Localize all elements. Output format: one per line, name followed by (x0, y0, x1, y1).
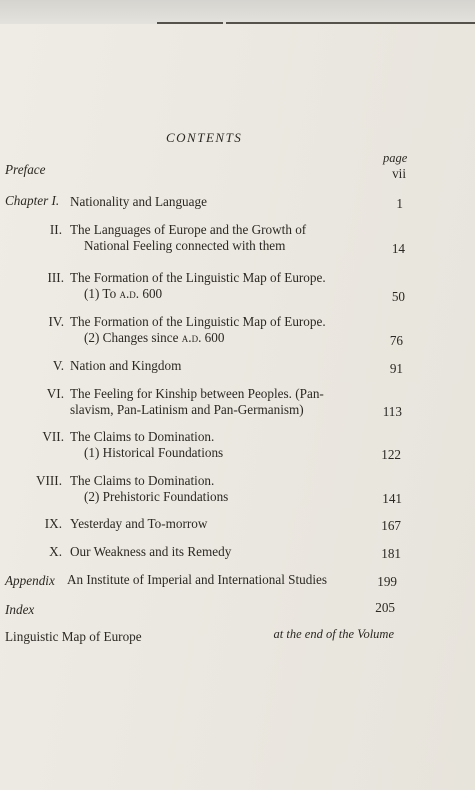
entry-label: Preface (5, 162, 46, 177)
entry-label: VI. (46, 386, 64, 401)
entry-page: 113 (382, 404, 402, 419)
entry-page: vii (392, 166, 406, 181)
entry-label: VII. (42, 429, 64, 444)
contents-heading: CONTENTS (166, 130, 243, 145)
entry-page: 205 (375, 600, 395, 615)
entry-title-line2: (1) Historical Foundations (84, 445, 224, 460)
entry-page: 76 (389, 333, 403, 348)
entry-title: An Institute of Imperial and International Studies (67, 572, 328, 587)
entry-title-line2: slavism, Pan-Latinism and Pan-Germanism) (70, 402, 304, 417)
entry-page: 141 (382, 491, 402, 506)
entry-page: 122 (381, 447, 401, 462)
entry-page: 181 (381, 546, 401, 561)
entry-page: 199 (377, 574, 397, 589)
entry-label: II. (49, 222, 62, 237)
entry-title: Linguistic Map of Europe (5, 629, 142, 644)
entry-label: Appendix (5, 573, 55, 588)
entry-title-line1: The Languages of Europe and the Growth of (70, 222, 307, 237)
entry-title: Nationality and Language (70, 194, 207, 209)
entry-page: 14 (391, 241, 405, 256)
entry-title-line1: The Feeling for Kinship between Peoples. (Pan- (70, 386, 324, 401)
entry-title: Nation and Kingdom (70, 358, 182, 373)
entry-page: at the end of the Volume (273, 627, 394, 641)
entry-label: IX. (44, 516, 62, 531)
entry-title-line2: (1) To a.d. 600 (84, 286, 163, 301)
entry-label: IV. (48, 314, 64, 329)
entry-label: Index (5, 602, 35, 617)
entry-label: X. (49, 544, 62, 559)
entry-label: III. (47, 270, 64, 285)
entry-page: 167 (381, 518, 401, 533)
entry-page: 50 (391, 289, 405, 304)
entry-title-line1: The Claims to Domination. (70, 473, 215, 488)
entry-title: Yesterday and To-morrow (70, 516, 208, 531)
entry-label: VIII. (36, 473, 62, 488)
entry-title-line2: (2) Prehistoric Foundations (84, 489, 229, 504)
entry-page: 1 (396, 196, 403, 211)
entry-title-line2: National Feeling connected with them (84, 238, 286, 253)
entry-title-line2: (2) Changes since a.d. 600 (84, 330, 225, 345)
entry-title-line1: The Claims to Domination. (70, 429, 215, 444)
entry-title-line1: The Formation of the Linguistic Map of Europe. (70, 314, 326, 329)
page-column-label: page (383, 151, 408, 165)
entry-label: V. (52, 358, 64, 373)
entry-title-line1: The Formation of the Linguistic Map of Europe. (70, 270, 326, 285)
previous-page-edge (0, 0, 475, 24)
entry-title: Our Weakness and its Remedy (70, 544, 232, 559)
entry-page: 91 (389, 361, 403, 376)
entry-label: Chapter I. (5, 193, 60, 208)
